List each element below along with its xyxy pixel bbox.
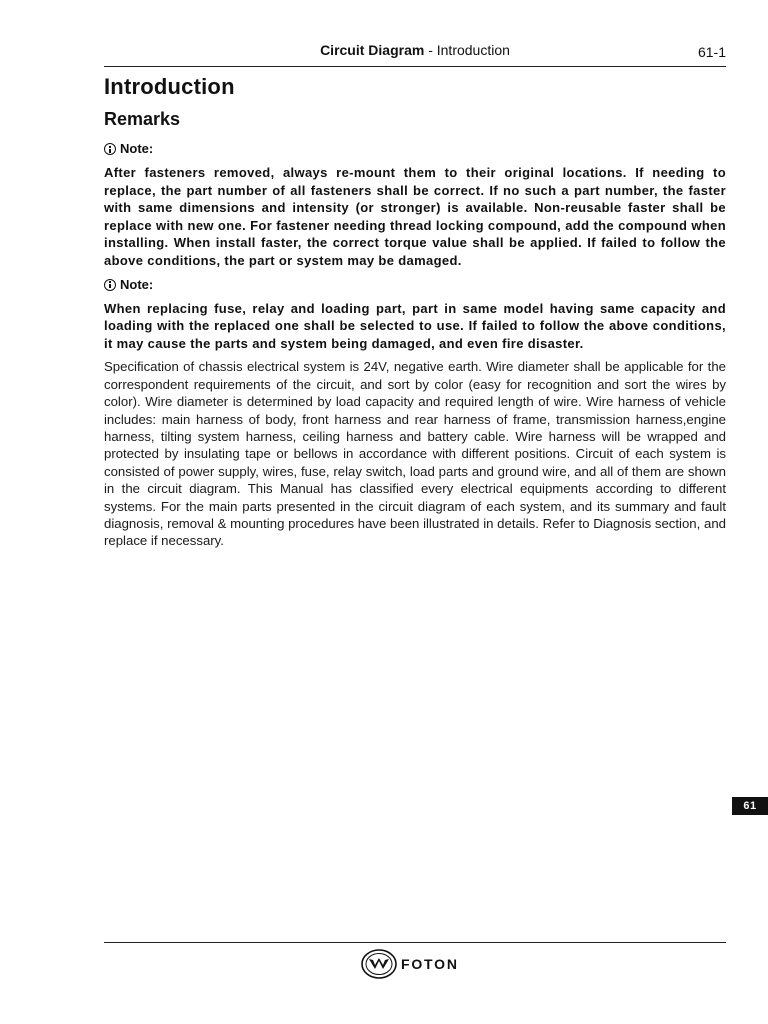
body-paragraph: Specification of chassis electrical system is 24V, negative earth. Wire diameter shall be applicable for the correspondent requirements of the circuit, and sort by color (easy for recognition and sort the wires by color). Wire diameter is determined by load capacity and required length of wire. Wire harness of vehicle includes: main harness of body, front harness and rear harness of frame, transmission harness,engine harness, tilting system harness, ceiling harness and battery cable. Wire harness will be wrapped and protected by insulating tape or bellows in accordance with different positions. Circuit of each system is consisted of power supply, wires, fuse, relay switch, load parts and ground wire, and all of them are shown in the circuit diagram. This Manual has classified every electrical equipments according to different systems. For the main parts presented in the circuit diagram of each system, and its summary and fault diagnosis, removal & mounting procedures have been illustrated in details. Refer to Diagnosis section, and replace if necessary. bbox=[104, 359, 726, 549]
page-content bbox=[104, 72, 726, 550]
note-text: When replacing fuse, relay and loading part, part in same model having same capacity and loading with the replaced one shall be selected to use. If failed to follow the above conditions, it may cause the parts and system being damaged, and even fire disaster. bbox=[104, 300, 726, 351]
header-title bbox=[104, 42, 726, 58]
brand-name: FOTON bbox=[401, 956, 459, 972]
note-heading bbox=[104, 276, 726, 294]
header-divider bbox=[104, 66, 726, 67]
info-icon bbox=[104, 143, 116, 155]
page-title: Introduction bbox=[104, 74, 235, 99]
footer-logo bbox=[360, 947, 459, 981]
section-title: Remarks bbox=[104, 109, 181, 129]
info-icon bbox=[104, 279, 116, 291]
page-number: 61-1 bbox=[697, 44, 726, 60]
header-title-rest: - Introduction bbox=[424, 42, 510, 58]
note-label: Note: bbox=[120, 141, 154, 156]
note-heading bbox=[104, 140, 726, 158]
foton-logo-icon bbox=[360, 948, 398, 980]
note-label: Note: bbox=[120, 276, 154, 292]
header-title-bold: Circuit Diagram bbox=[320, 42, 425, 58]
page-header bbox=[104, 42, 726, 66]
note-text: After fasteners removed, always re-mount them to their original locations. If needing to replace, the part number of all fasteners shall be correct. If no such a part number, the faster with same dimensions and intensity (or stronger) is available. Non-reusable faster shall be replace with new one. For fastener needing thread locking compound, add the compound when installing. When install faster, the correct torque value shall be applied. If failed to follow the above conditions, the part or system may be damaged. bbox=[104, 165, 726, 268]
footer-divider bbox=[104, 942, 726, 943]
chapter-tab: 61 bbox=[732, 797, 768, 815]
